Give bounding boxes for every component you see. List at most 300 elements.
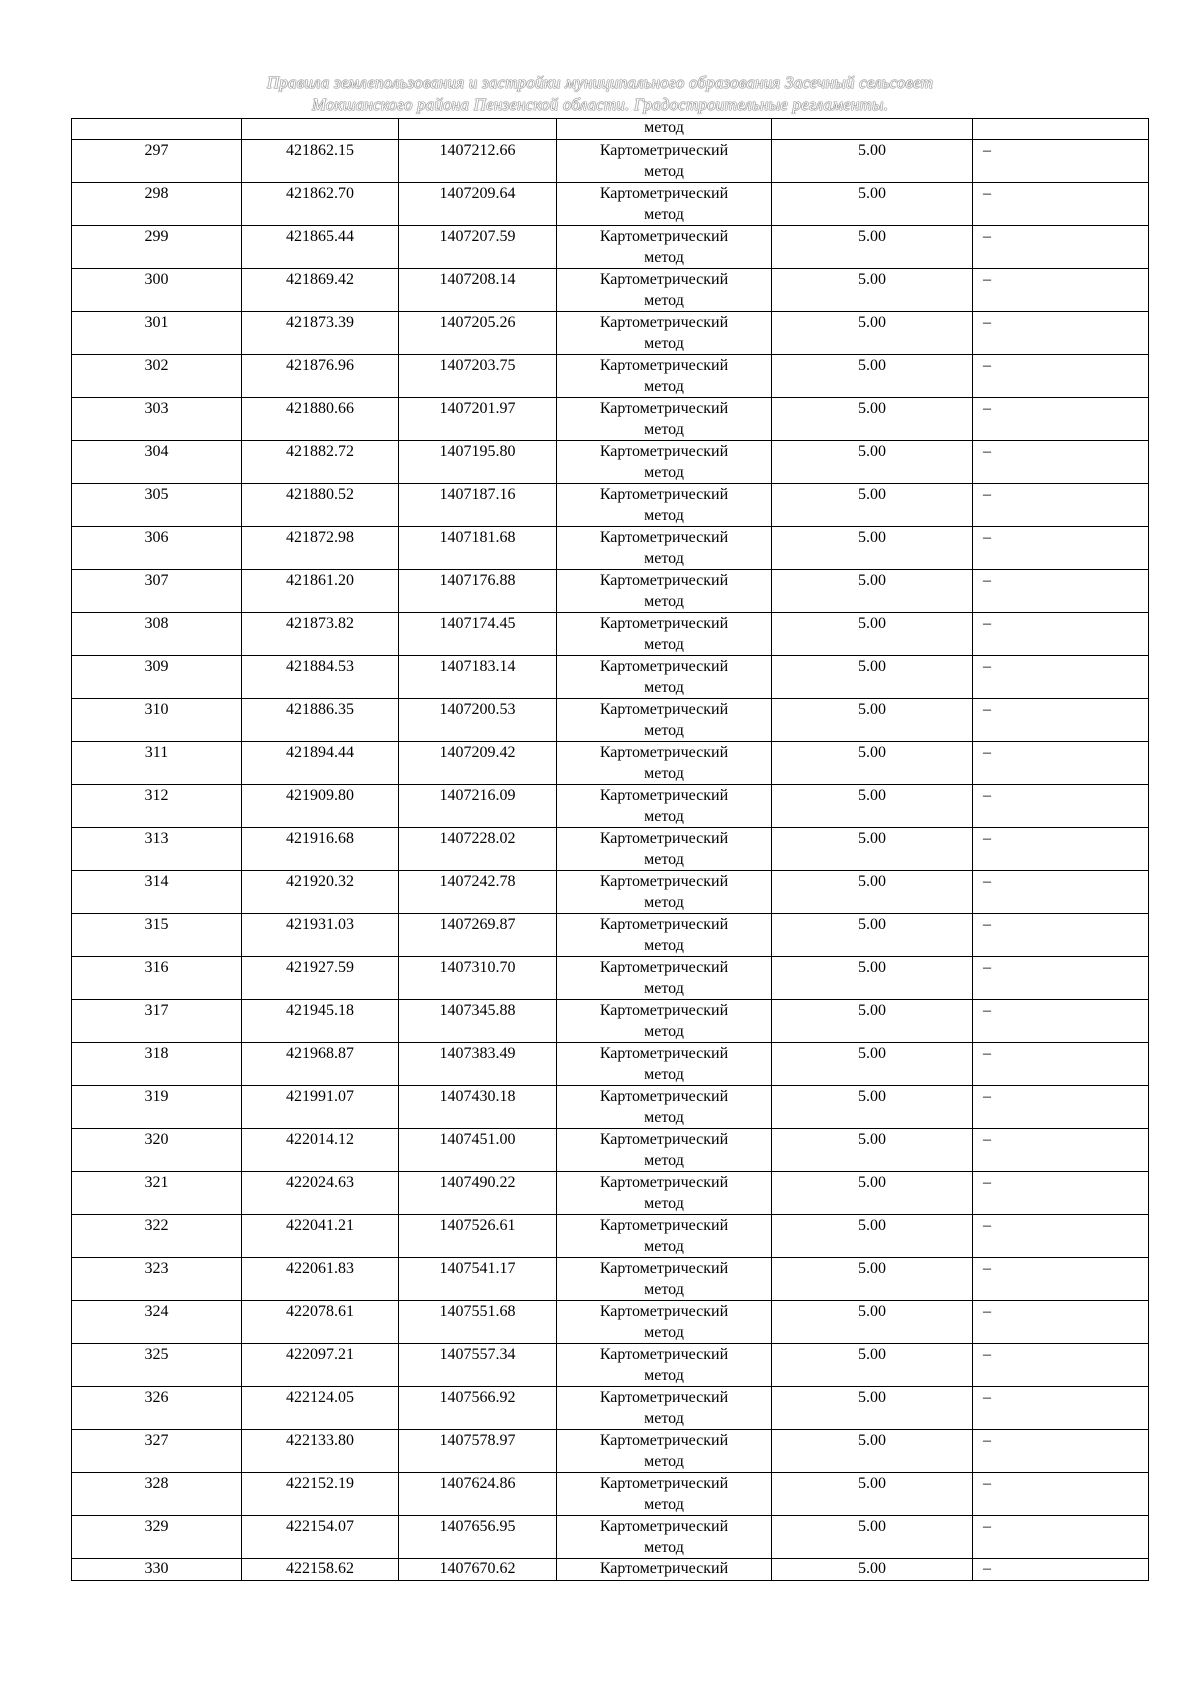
- table-row: [72, 398, 1149, 441]
- cell-accuracy: 5.00: [772, 742, 973, 785]
- cell-method: [557, 1172, 772, 1215]
- method-line-1: Картометрический: [599, 787, 729, 804]
- cell-y: 1407269.87: [399, 914, 557, 957]
- cell-method: [557, 699, 772, 742]
- cell-note: –: [973, 1000, 1149, 1043]
- cell-x: 421909.80: [242, 785, 399, 828]
- header-line-2: Мокшанского района Пензенской области. Градостроительные регламенты.: [311, 95, 889, 114]
- cell-accuracy: 5.00: [772, 527, 973, 570]
- cell-y: 1407216.09: [399, 785, 557, 828]
- cell-accuracy: 5.00: [772, 871, 973, 914]
- cell-method: [557, 1559, 772, 1581]
- cell-x: 422024.63: [242, 1172, 399, 1215]
- table-row: [72, 742, 1149, 785]
- cell-y: 1407670.62: [399, 1559, 557, 1581]
- table-row: [72, 1430, 1149, 1473]
- cell-x: 421873.39: [242, 312, 399, 355]
- cell-accuracy: 5.00: [772, 1301, 973, 1344]
- cell-y: 1407557.34: [399, 1344, 557, 1387]
- table-row: [72, 1301, 1149, 1344]
- cell-method: [557, 1258, 772, 1301]
- cell-note: –: [973, 785, 1149, 828]
- cell-y: 1407541.17: [399, 1258, 557, 1301]
- cell-accuracy: 5.00: [772, 484, 973, 527]
- cell-method: [557, 914, 772, 957]
- cell-x: 422078.61: [242, 1301, 399, 1344]
- cell-method: [557, 355, 772, 398]
- cell-note: –: [973, 742, 1149, 785]
- cell-number: 305: [72, 484, 242, 527]
- cell-number: 297: [72, 140, 242, 183]
- cell-x: 421862.70: [242, 183, 399, 226]
- method-line-1: Картометрический: [599, 744, 729, 761]
- method-line-2: метод: [644, 1410, 684, 1427]
- method-line-2: метод: [644, 550, 684, 567]
- method-line-2: метод: [644, 1023, 684, 1040]
- cell-accuracy: 5.00: [772, 269, 973, 312]
- cell-note: –: [973, 570, 1149, 613]
- method-line-1: Картометрический: [599, 1174, 729, 1191]
- method-line-2: метод: [644, 163, 684, 180]
- cell-method: [557, 1215, 772, 1258]
- cell-note: –: [973, 828, 1149, 871]
- cell-method: [557, 1301, 772, 1344]
- cell-y: 1407203.75: [399, 355, 557, 398]
- table-row: [72, 1129, 1149, 1172]
- cell-accuracy: 5.00: [772, 914, 973, 957]
- cell-accuracy: 5.00: [772, 1000, 973, 1043]
- cell-note: –: [973, 1516, 1149, 1559]
- cell-note: –: [973, 914, 1149, 957]
- cell-note: –: [973, 1258, 1149, 1301]
- cell-accuracy: 5.00: [772, 441, 973, 484]
- cell-number: 298: [72, 183, 242, 226]
- cell-y: 1407451.00: [399, 1129, 557, 1172]
- method-line-1: Картометрический: [599, 1131, 729, 1148]
- cell-method: [557, 1000, 772, 1043]
- cell-number: 299: [72, 226, 242, 269]
- cell-number: 307: [72, 570, 242, 613]
- cell-accuracy: 5.00: [772, 699, 973, 742]
- cell-y: 1407208.14: [399, 269, 557, 312]
- cell-accuracy: 5.00: [772, 828, 973, 871]
- cell-x: 422152.19: [242, 1473, 399, 1516]
- method-line-1: Картометрический: [599, 185, 729, 202]
- cell-method: [557, 527, 772, 570]
- cell-y: 1407209.64: [399, 183, 557, 226]
- cell-method: [557, 1516, 772, 1559]
- cell-number: 313: [72, 828, 242, 871]
- method-line-2: метод: [644, 1109, 684, 1126]
- cell-x: 422133.80: [242, 1430, 399, 1473]
- cell-accuracy: 5.00: [772, 1430, 973, 1473]
- table-row: [72, 1215, 1149, 1258]
- cell-accuracy: 5.00: [772, 957, 973, 1000]
- cell-y: 1407383.49: [399, 1043, 557, 1086]
- cell-x: 421884.53: [242, 656, 399, 699]
- method-line-2: метод: [644, 1238, 684, 1255]
- method-line-2: метод: [644, 1066, 684, 1083]
- cell-method: [557, 484, 772, 527]
- method-line-1: Картометрический: [599, 701, 729, 718]
- method-line-2: метод: [644, 421, 684, 438]
- cell-y: 1407490.22: [399, 1172, 557, 1215]
- cell-number: 309: [72, 656, 242, 699]
- method-line-2: метод: [644, 722, 684, 739]
- cell-note: –: [973, 226, 1149, 269]
- cell-accuracy: 5.00: [772, 1129, 973, 1172]
- table-row-continued: [72, 119, 1149, 140]
- cell-y: 1407174.45: [399, 613, 557, 656]
- cell-note: –: [973, 1430, 1149, 1473]
- cell-y: 1407201.97: [399, 398, 557, 441]
- method-line-2: метод: [644, 894, 684, 911]
- table-row: [72, 570, 1149, 613]
- method-line-2: метод: [644, 636, 684, 653]
- cell-number: 316: [72, 957, 242, 1000]
- cell-number: 312: [72, 785, 242, 828]
- method-line-1: Картометрический: [599, 1389, 729, 1406]
- method-line-2: метод: [644, 464, 684, 481]
- cell-y: 1407183.14: [399, 656, 557, 699]
- cell-note: –: [973, 441, 1149, 484]
- method-line-1: Картометрический: [599, 314, 729, 331]
- cell-method: [557, 570, 772, 613]
- cell-y: 1407207.59: [399, 226, 557, 269]
- method-line-1: Картометрический: [599, 658, 729, 675]
- cell-number: 320: [72, 1129, 242, 1172]
- cell-note: –: [973, 1172, 1149, 1215]
- method-line-1: Картометрический: [599, 916, 729, 933]
- method-line-1: Картометрический: [599, 1303, 729, 1320]
- cell-method: [557, 312, 772, 355]
- cell-note: –: [973, 1043, 1149, 1086]
- cell-accuracy: 5.00: [772, 1043, 973, 1086]
- cell-accuracy: 5.00: [772, 1516, 973, 1559]
- cell-method: [557, 742, 772, 785]
- cell-accuracy: 5.00: [772, 183, 973, 226]
- cell-accuracy: 5.00: [772, 656, 973, 699]
- method-line-2: метод: [644, 1539, 684, 1556]
- method-line-2: метод: [644, 1453, 684, 1470]
- table-row: [72, 183, 1149, 226]
- cell-note: –: [973, 699, 1149, 742]
- cell-method: [557, 957, 772, 1000]
- cell-accuracy: 5.00: [772, 140, 973, 183]
- cell-x: 421886.35: [242, 699, 399, 742]
- cell-x: [242, 119, 399, 140]
- coordinates-table: [71, 118, 1149, 1581]
- cell-number: 315: [72, 914, 242, 957]
- method-line-2: метод: [644, 335, 684, 352]
- method-line-2: метод: [644, 1496, 684, 1513]
- method-line-2: метод: [644, 1367, 684, 1384]
- cell-y: 1407578.97: [399, 1430, 557, 1473]
- table-row: [72, 226, 1149, 269]
- cell-y: 1407228.02: [399, 828, 557, 871]
- cell-x: 421865.44: [242, 226, 399, 269]
- page-header: [0, 72, 1200, 116]
- method-line-1: Картометрический: [599, 572, 729, 589]
- method-line-1: Картометрический: [599, 959, 729, 976]
- cell-x: 421945.18: [242, 1000, 399, 1043]
- cell-note: –: [973, 1387, 1149, 1430]
- method-line-2: метод: [644, 808, 684, 825]
- cell-note: –: [973, 312, 1149, 355]
- cell-note: –: [973, 1215, 1149, 1258]
- cell-x: 421880.52: [242, 484, 399, 527]
- cell-x: 421991.07: [242, 1086, 399, 1129]
- cell-method: [557, 871, 772, 914]
- cell-x: 422061.83: [242, 1258, 399, 1301]
- cell-y: 1407526.61: [399, 1215, 557, 1258]
- method-line-1: Картометрический: [599, 1518, 729, 1535]
- cell-method: [557, 828, 772, 871]
- cell-accuracy: [772, 119, 973, 140]
- cell-method: [557, 269, 772, 312]
- cell-accuracy: 5.00: [772, 785, 973, 828]
- cell-y: 1407656.95: [399, 1516, 557, 1559]
- method-line-2: метод: [644, 679, 684, 696]
- cell-number: 323: [72, 1258, 242, 1301]
- method-line-2: метод: [644, 507, 684, 524]
- table-row: [72, 441, 1149, 484]
- method-line-1: Картометрический: [599, 1346, 729, 1363]
- method-line-1: Картометрический: [599, 271, 729, 288]
- cell-x: 421876.96: [242, 355, 399, 398]
- cell-number: 327: [72, 1430, 242, 1473]
- cell-note: [973, 119, 1149, 140]
- cell-x: 422097.21: [242, 1344, 399, 1387]
- cell-x: 421920.32: [242, 871, 399, 914]
- cell-y: [399, 119, 557, 140]
- table-row: [72, 1559, 1149, 1581]
- cell-number: 317: [72, 1000, 242, 1043]
- cell-note: –: [973, 527, 1149, 570]
- cell-x: 422158.62: [242, 1559, 399, 1581]
- cell-y: 1407181.68: [399, 527, 557, 570]
- cell-note: –: [973, 269, 1149, 312]
- cell-number: 322: [72, 1215, 242, 1258]
- cell-method: [557, 226, 772, 269]
- method-line-1: Картометрический: [599, 1045, 729, 1062]
- method-line-2: метод: [644, 1281, 684, 1298]
- cell-y: 1407345.88: [399, 1000, 557, 1043]
- method-line-1: Картометрический: [599, 1475, 729, 1492]
- cell-number: 314: [72, 871, 242, 914]
- cell-x: 422014.12: [242, 1129, 399, 1172]
- table-row: [72, 1000, 1149, 1043]
- cell-y: 1407176.88: [399, 570, 557, 613]
- table-row: [72, 656, 1149, 699]
- cell-number: 302: [72, 355, 242, 398]
- table-row: [72, 957, 1149, 1000]
- cell-method: [557, 140, 772, 183]
- cell-method: [557, 1344, 772, 1387]
- cell-y: 1407200.53: [399, 699, 557, 742]
- method-line-2: метод: [644, 249, 684, 266]
- table-row: [72, 1043, 1149, 1086]
- cell-method: [557, 1086, 772, 1129]
- cell-accuracy: 5.00: [772, 570, 973, 613]
- cell-y: 1407205.26: [399, 312, 557, 355]
- table-row: [72, 914, 1149, 957]
- cell-x: 421882.72: [242, 441, 399, 484]
- method-line-1: Картометрический: [599, 142, 729, 159]
- method-line-2: метод: [644, 1324, 684, 1341]
- table-row: [72, 1516, 1149, 1559]
- cell-x: 421861.20: [242, 570, 399, 613]
- method-line-1: Картометрический: [599, 486, 729, 503]
- cell-x: 421916.68: [242, 828, 399, 871]
- cell-note: –: [973, 656, 1149, 699]
- table-row: [72, 1387, 1149, 1430]
- cell-method: [557, 1129, 772, 1172]
- cell-x: 421873.82: [242, 613, 399, 656]
- table-row: [72, 355, 1149, 398]
- cell-number: 318: [72, 1043, 242, 1086]
- cell-number: [72, 119, 242, 140]
- cell-accuracy: 5.00: [772, 1258, 973, 1301]
- cell-y: 1407187.16: [399, 484, 557, 527]
- cell-note: –: [973, 871, 1149, 914]
- method-line-1: Картометрический: [599, 615, 729, 632]
- method-line-1: Картометрический: [599, 873, 729, 890]
- cell-accuracy: 5.00: [772, 355, 973, 398]
- cell-accuracy: 5.00: [772, 1172, 973, 1215]
- cell-y: 1407551.68: [399, 1301, 557, 1344]
- cell-x: 421894.44: [242, 742, 399, 785]
- cell-method: [557, 1043, 772, 1086]
- cell-note: –: [973, 1344, 1149, 1387]
- cell-number: 303: [72, 398, 242, 441]
- cell-number: 330: [72, 1559, 242, 1581]
- table-row: [72, 140, 1149, 183]
- cell-note: –: [973, 613, 1149, 656]
- method-line-1: Картометрический: [599, 1088, 729, 1105]
- cell-accuracy: 5.00: [772, 613, 973, 656]
- cell-y: 1407430.18: [399, 1086, 557, 1129]
- method-line-2: метод: [644, 851, 684, 868]
- cell-method: [557, 656, 772, 699]
- cell-number: 326: [72, 1387, 242, 1430]
- cell-accuracy: 5.00: [772, 1559, 973, 1581]
- table-row: [72, 828, 1149, 871]
- table-row: [72, 1473, 1149, 1516]
- cell-x: 421880.66: [242, 398, 399, 441]
- method-line-2: метод: [644, 593, 684, 610]
- method-line-1: Картометрический: [599, 1260, 729, 1277]
- method-line-1: Картометрический: [599, 400, 729, 417]
- table-row: [72, 484, 1149, 527]
- table-row: [72, 1344, 1149, 1387]
- cell-note: –: [973, 1086, 1149, 1129]
- cell-number: 324: [72, 1301, 242, 1344]
- cell-number: 329: [72, 1516, 242, 1559]
- cell-y: 1407195.80: [399, 441, 557, 484]
- cell-method: [557, 1473, 772, 1516]
- method-line-1: Картометрический: [599, 1217, 729, 1234]
- cell-method: [557, 1387, 772, 1430]
- cell-method: [557, 785, 772, 828]
- method-line-1: Картометрический: [599, 830, 729, 847]
- table-row: [72, 1258, 1149, 1301]
- cell-y: 1407566.92: [399, 1387, 557, 1430]
- cell-x: 421927.59: [242, 957, 399, 1000]
- cell-accuracy: 5.00: [772, 226, 973, 269]
- method-line-2: метод: [644, 1152, 684, 1169]
- cell-x: 421931.03: [242, 914, 399, 957]
- cell-note: –: [973, 398, 1149, 441]
- method-line-2: метод: [644, 937, 684, 954]
- cell-note: –: [973, 957, 1149, 1000]
- cell-method: метод: [557, 119, 772, 140]
- cell-x: 421872.98: [242, 527, 399, 570]
- cell-y: 1407242.78: [399, 871, 557, 914]
- cell-note: –: [973, 1129, 1149, 1172]
- table-row: [72, 871, 1149, 914]
- table-row: [72, 312, 1149, 355]
- cell-accuracy: 5.00: [772, 1086, 973, 1129]
- method-line-1: Картометрический: [599, 1002, 729, 1019]
- cell-note: –: [973, 140, 1149, 183]
- method-line-2: метод: [644, 292, 684, 309]
- cell-y: 1407212.66: [399, 140, 557, 183]
- cell-x: 422041.21: [242, 1215, 399, 1258]
- cell-number: 300: [72, 269, 242, 312]
- table-row: [72, 785, 1149, 828]
- method-line-1: Картометрический: [599, 228, 729, 245]
- cell-x: 422124.05: [242, 1387, 399, 1430]
- table-row: [72, 1172, 1149, 1215]
- cell-number: 308: [72, 613, 242, 656]
- cell-y: 1407209.42: [399, 742, 557, 785]
- method-line-2: метод: [644, 206, 684, 223]
- cell-number: 319: [72, 1086, 242, 1129]
- cell-note: –: [973, 1559, 1149, 1581]
- cell-x: 422154.07: [242, 1516, 399, 1559]
- table-row: [72, 527, 1149, 570]
- cell-number: 325: [72, 1344, 242, 1387]
- table-row: [72, 699, 1149, 742]
- cell-note: –: [973, 183, 1149, 226]
- method-line-2: метод: [644, 765, 684, 782]
- cell-accuracy: 5.00: [772, 398, 973, 441]
- cell-accuracy: 5.00: [772, 1387, 973, 1430]
- cell-note: –: [973, 355, 1149, 398]
- cell-method: [557, 1430, 772, 1473]
- cell-method: [557, 398, 772, 441]
- cell-accuracy: 5.00: [772, 1215, 973, 1258]
- table-row: [72, 1086, 1149, 1129]
- table-row: [72, 613, 1149, 656]
- cell-accuracy: 5.00: [772, 1344, 973, 1387]
- cell-method: [557, 441, 772, 484]
- cell-accuracy: 5.00: [772, 1473, 973, 1516]
- cell-x: 421862.15: [242, 140, 399, 183]
- table-row: [72, 269, 1149, 312]
- method-line-1: Картометрический: [599, 1560, 729, 1577]
- cell-method: [557, 613, 772, 656]
- cell-y: 1407624.86: [399, 1473, 557, 1516]
- method-line-2: метод: [644, 1195, 684, 1212]
- cell-accuracy: 5.00: [772, 312, 973, 355]
- method-line-1: Картометрический: [599, 1432, 729, 1449]
- cell-number: 311: [72, 742, 242, 785]
- cell-note: –: [973, 1301, 1149, 1344]
- cell-x: 421869.42: [242, 269, 399, 312]
- cell-number: 304: [72, 441, 242, 484]
